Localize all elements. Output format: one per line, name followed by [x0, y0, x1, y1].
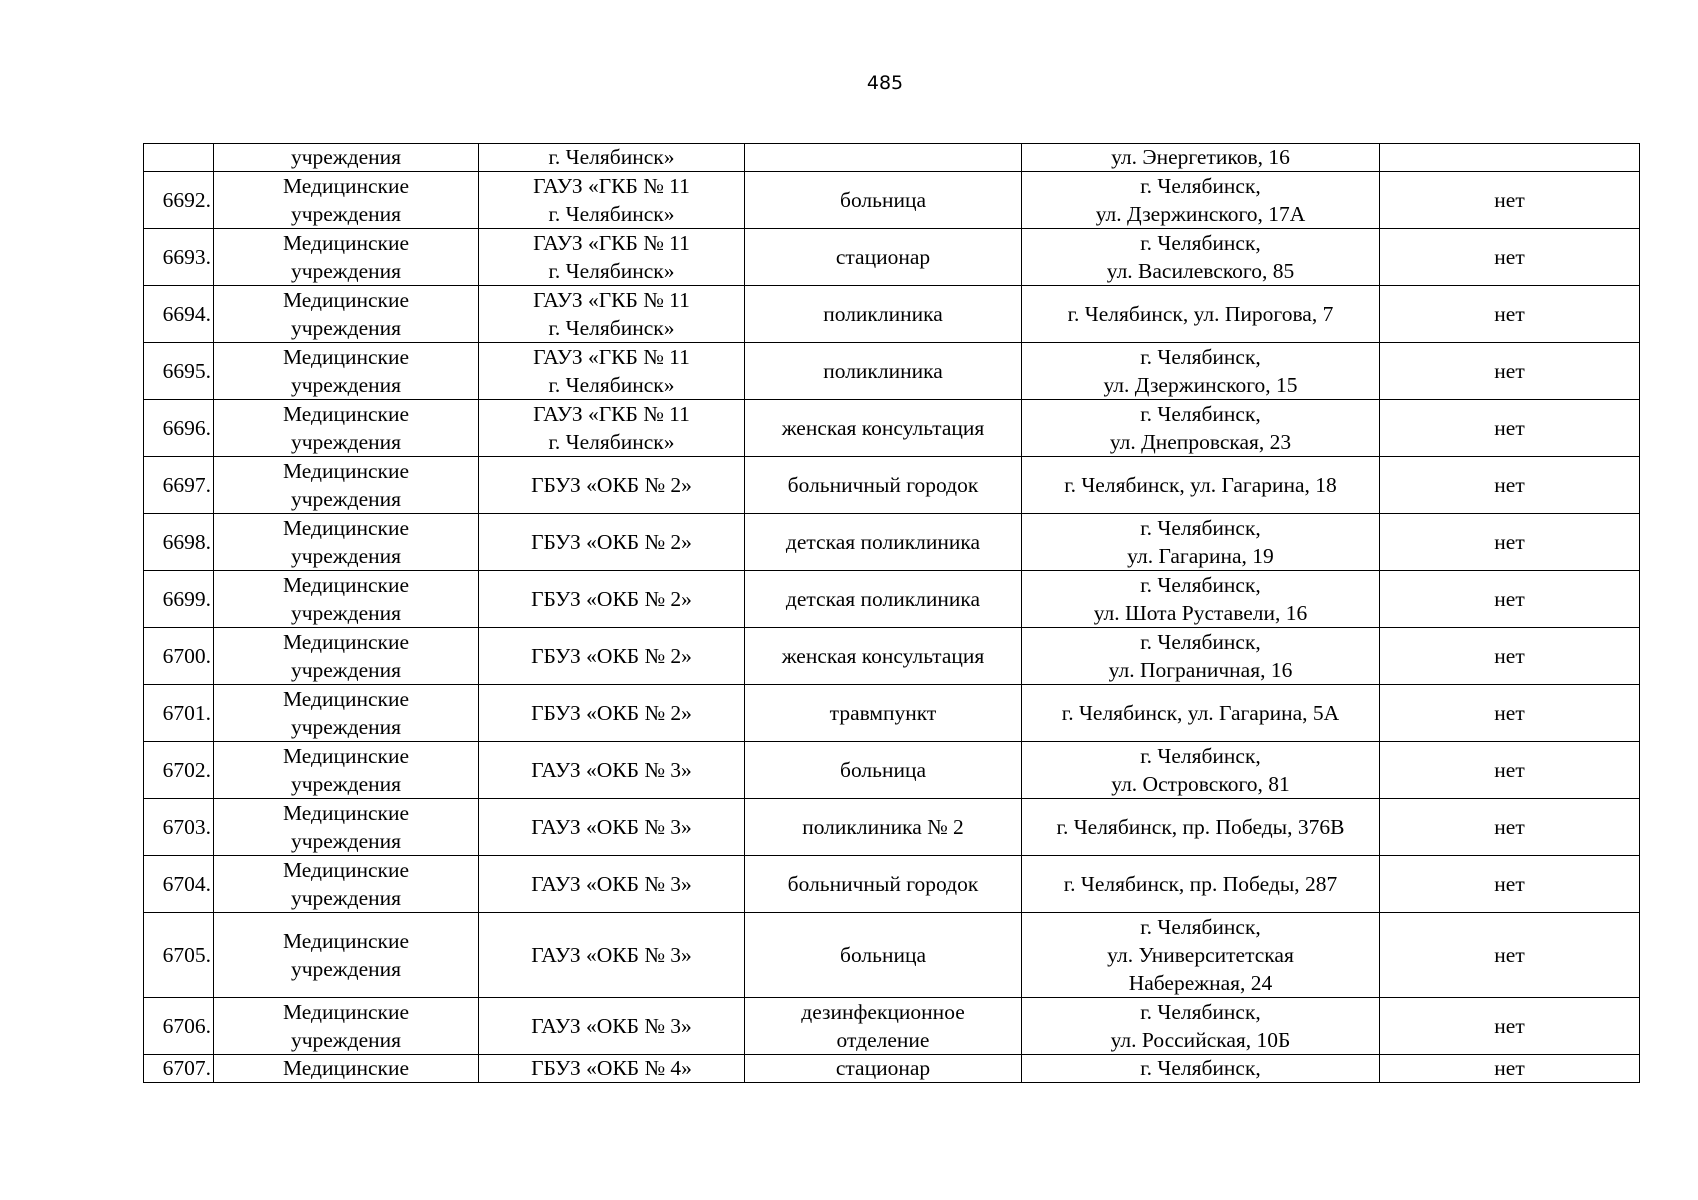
cell-category: [214, 400, 479, 457]
cell-object-type-line: поликлиника № 2: [802, 815, 964, 839]
cell-row-number: 6702.: [144, 742, 214, 799]
cell-category-line: учреждения: [290, 316, 402, 340]
page-number: 485: [866, 72, 904, 94]
cell-category-line: учреждения: [290, 715, 402, 739]
cell-object-type: [745, 343, 1022, 400]
cell-flag: нет: [1380, 742, 1640, 799]
cell-row-number: [144, 144, 214, 172]
cell-organization-line: г. Челябинск»: [548, 373, 675, 397]
cell-object-type: [745, 457, 1022, 514]
cell-object-type: [745, 799, 1022, 856]
cell-address: [1022, 998, 1380, 1055]
cell-address: [1022, 571, 1380, 628]
cell-object-type: [745, 685, 1022, 742]
cell-address: [1022, 799, 1380, 856]
cell-category-line: Медицинские: [282, 516, 410, 540]
cell-flag: нет: [1380, 343, 1640, 400]
cell-row-number: 6705.: [144, 913, 214, 998]
table-row: [144, 628, 1640, 685]
cell-flag: нет: [1380, 571, 1640, 628]
cell-organization-line: ГАУЗ «ГКБ № 11: [533, 288, 690, 312]
cell-category-line: учреждения: [290, 373, 402, 397]
cell-address: [1022, 685, 1380, 742]
table-row: [144, 229, 1640, 286]
cell-address-line: ул. Российская, 10Б: [1110, 1028, 1291, 1052]
cell-category: [214, 913, 479, 998]
cell-flag: нет: [1380, 286, 1640, 343]
cell-flag: нет: [1380, 799, 1640, 856]
cell-row-number: 6700.: [144, 628, 214, 685]
cell-address-line: г. Челябинск,: [1140, 402, 1261, 426]
cell-category: [214, 229, 479, 286]
cell-address-line: ул. Гагарина, 19: [1127, 544, 1274, 568]
cell-organization-line: г. Челябинск»: [548, 316, 675, 340]
cell-category: [214, 1055, 479, 1083]
cell-category-line: Медицинские: [282, 288, 410, 312]
cell-category-line: учреждения: [290, 658, 402, 682]
cell-category: [214, 742, 479, 799]
registry-table: [143, 143, 1640, 1083]
cell-category-line: Медицинские: [282, 858, 410, 882]
registry-table-body: [144, 144, 1640, 1083]
cell-address-line: г. Челябинск,: [1140, 1056, 1261, 1080]
cell-organization-line: ГБУЗ «ОКБ № 2»: [531, 587, 692, 611]
cell-organization: [479, 799, 745, 856]
cell-address-line: ул. Островского, 81: [1111, 772, 1290, 796]
cell-address: [1022, 913, 1380, 998]
cell-row-number: 6701.: [144, 685, 214, 742]
cell-address-line: г. Челябинск,: [1140, 345, 1261, 369]
cell-organization: [479, 571, 745, 628]
cell-category-line: Медицинские: [282, 231, 410, 255]
cell-object-type-line: женская консультация: [781, 416, 985, 440]
cell-address-line: г. Челябинск, ул. Пирогова, 7: [1067, 302, 1334, 326]
cell-address-line: ул. Дзержинского, 15: [1103, 373, 1298, 397]
table-row: [144, 400, 1640, 457]
cell-category-line: Медицинские: [282, 345, 410, 369]
cell-organization-line: г. Челябинск»: [548, 145, 675, 169]
cell-row-number: 6694.: [144, 286, 214, 343]
table-row: [144, 144, 1640, 172]
cell-category-line: учреждения: [290, 829, 402, 853]
cell-row-number: 6704.: [144, 856, 214, 913]
cell-object-type: [745, 286, 1022, 343]
cell-object-type: [745, 628, 1022, 685]
cell-organization-line: г. Челябинск»: [548, 259, 675, 283]
cell-object-type-line: детская поликлиника: [785, 530, 981, 554]
cell-object-type-line: больница: [840, 758, 926, 782]
cell-flag: [1380, 144, 1640, 172]
cell-object-type-line: отделение: [836, 1028, 930, 1052]
cell-address: [1022, 514, 1380, 571]
table-row: [144, 172, 1640, 229]
cell-object-type: [745, 998, 1022, 1055]
cell-address-line: ул. Дзержинского, 17А: [1095, 202, 1306, 226]
cell-address-line: г. Челябинск,: [1140, 573, 1261, 597]
cell-flag: нет: [1380, 400, 1640, 457]
cell-flag: нет: [1380, 1055, 1640, 1083]
table-row: [144, 343, 1640, 400]
cell-organization-line: ГАУЗ «ОКБ № 3»: [531, 943, 692, 967]
cell-organization-line: ГБУЗ «ОКБ № 2»: [531, 644, 692, 668]
cell-category: [214, 685, 479, 742]
cell-organization-line: ГАУЗ «ГКБ № 11: [533, 345, 690, 369]
table-row: [144, 1055, 1640, 1083]
cell-object-type-line: больничный городок: [787, 872, 979, 896]
cell-flag: нет: [1380, 628, 1640, 685]
cell-object-type: [745, 514, 1022, 571]
cell-organization: [479, 998, 745, 1055]
cell-row-number: 6707.: [144, 1055, 214, 1083]
cell-flag: нет: [1380, 457, 1640, 514]
cell-address: [1022, 286, 1380, 343]
cell-address-line: г. Челябинск, пр. Победы, 376В: [1056, 815, 1345, 839]
cell-organization-line: ГАУЗ «ГКБ № 11: [533, 174, 690, 198]
cell-category: [214, 514, 479, 571]
cell-category: [214, 998, 479, 1055]
cell-object-type: [745, 856, 1022, 913]
cell-category: [214, 457, 479, 514]
cell-object-type: [745, 144, 1022, 172]
cell-address: [1022, 343, 1380, 400]
cell-address-line: г. Челябинск,: [1140, 1000, 1261, 1024]
cell-object-type-line: женская консультация: [781, 644, 985, 668]
cell-category: [214, 628, 479, 685]
cell-organization-line: ГБУЗ «ОКБ № 4»: [531, 1056, 692, 1080]
cell-organization: [479, 514, 745, 571]
table-row: [144, 998, 1640, 1055]
table-row: [144, 457, 1640, 514]
cell-object-type-line: поликлиника: [823, 359, 943, 383]
cell-category-line: Медицинские: [282, 801, 410, 825]
cell-row-number: 6697.: [144, 457, 214, 514]
cell-object-type-line: детская поликлиника: [785, 587, 981, 611]
cell-address: [1022, 742, 1380, 799]
cell-organization: [479, 172, 745, 229]
cell-row-number: 6706.: [144, 998, 214, 1055]
cell-category-line: Медицинские: [282, 1000, 410, 1024]
cell-address-line: г. Челябинск,: [1140, 174, 1261, 198]
cell-category: [214, 172, 479, 229]
cell-organization: [479, 229, 745, 286]
cell-category: [214, 343, 479, 400]
cell-category-line: Медицинские: [282, 573, 410, 597]
cell-object-type-line: дезинфекционное: [801, 1000, 965, 1024]
cell-category: [214, 144, 479, 172]
cell-address-line: ул. Днепровская, 23: [1109, 430, 1292, 454]
cell-address: [1022, 856, 1380, 913]
cell-address-line: г. Челябинск,: [1140, 744, 1261, 768]
cell-flag: нет: [1380, 998, 1640, 1055]
cell-object-type-line: стационар: [835, 1056, 931, 1080]
cell-object-type-line: стационар: [835, 245, 931, 269]
cell-category-line: Медицинские: [282, 1056, 410, 1080]
table-row: [144, 742, 1640, 799]
cell-address-line: ул. Пограничная, 16: [1108, 658, 1293, 682]
cell-object-type: [745, 400, 1022, 457]
table-row: [144, 514, 1640, 571]
cell-organization-line: ГБУЗ «ОКБ № 2»: [531, 530, 692, 554]
table-row: [144, 856, 1640, 913]
cell-organization-line: ГБУЗ «ОКБ № 2»: [531, 473, 692, 497]
cell-object-type: [745, 913, 1022, 998]
cell-address-line: г. Челябинск, пр. Победы, 287: [1063, 872, 1338, 896]
cell-category-line: Медицинские: [282, 630, 410, 654]
cell-object-type-line: больничный городок: [787, 473, 979, 497]
cell-flag: нет: [1380, 514, 1640, 571]
cell-address-line: Набережная, 24: [1128, 971, 1273, 995]
cell-address: [1022, 172, 1380, 229]
cell-organization-line: ГАУЗ «ГКБ № 11: [533, 402, 690, 426]
cell-flag: нет: [1380, 856, 1640, 913]
cell-category: [214, 856, 479, 913]
cell-category-line: учреждения: [290, 1028, 402, 1052]
cell-organization-line: ГАУЗ «ГКБ № 11: [533, 231, 690, 255]
cell-object-type-line: поликлиника: [823, 302, 943, 326]
cell-address: [1022, 144, 1380, 172]
cell-row-number: 6695.: [144, 343, 214, 400]
cell-row-number: 6699.: [144, 571, 214, 628]
cell-organization-line: ГБУЗ «ОКБ № 2»: [531, 701, 692, 725]
cell-address-line: ул. Василевского, 85: [1106, 259, 1295, 283]
cell-organization-line: ГАУЗ «ОКБ № 3»: [531, 872, 692, 896]
cell-address-line: ул. Шота Руставели, 16: [1093, 601, 1308, 625]
cell-category-line: Медицинские: [282, 459, 410, 483]
cell-category: [214, 571, 479, 628]
cell-organization-line: ГАУЗ «ОКБ № 3»: [531, 815, 692, 839]
cell-organization: [479, 742, 745, 799]
cell-category-line: учреждения: [290, 886, 402, 910]
cell-category-line: учреждения: [290, 601, 402, 625]
cell-organization: [479, 286, 745, 343]
cell-category-line: учреждения: [290, 487, 402, 511]
cell-flag: нет: [1380, 685, 1640, 742]
cell-row-number: 6703.: [144, 799, 214, 856]
cell-organization-line: ГАУЗ «ОКБ № 3»: [531, 758, 692, 782]
table-row: [144, 913, 1640, 998]
cell-object-type-line: больница: [840, 943, 926, 967]
cell-category-line: Медицинские: [282, 402, 410, 426]
cell-address-line: г. Челябинск, ул. Гагарина, 18: [1064, 473, 1337, 497]
cell-address: [1022, 628, 1380, 685]
cell-object-type-line: больница: [840, 188, 926, 212]
cell-address-line: ул. Энергетиков, 16: [1111, 145, 1290, 169]
cell-object-type-line: травмпункт: [829, 701, 937, 725]
cell-row-number: 6692.: [144, 172, 214, 229]
cell-address: [1022, 457, 1380, 514]
cell-category-line: Медицинские: [282, 174, 410, 198]
table-row: [144, 685, 1640, 742]
cell-organization: [479, 1055, 745, 1083]
cell-organization: [479, 343, 745, 400]
cell-category-line: Медицинские: [282, 687, 410, 711]
cell-organization: [479, 457, 745, 514]
cell-organization-line: г. Челябинск»: [548, 430, 675, 454]
cell-category-line: учреждения: [290, 145, 402, 169]
cell-category-line: учреждения: [290, 957, 402, 981]
cell-organization-line: г. Челябинск»: [548, 202, 675, 226]
cell-flag: нет: [1380, 229, 1640, 286]
cell-organization-line: ГАУЗ «ОКБ № 3»: [531, 1014, 692, 1038]
cell-category-line: Медицинские: [282, 929, 410, 953]
table-row: [144, 571, 1640, 628]
table-row: [144, 286, 1640, 343]
cell-category-line: учреждения: [290, 202, 402, 226]
cell-address-line: г. Челябинск, ул. Гагарина, 5А: [1061, 701, 1340, 725]
cell-organization: [479, 628, 745, 685]
cell-address-line: г. Челябинск,: [1140, 231, 1261, 255]
cell-organization: [479, 400, 745, 457]
cell-organization: [479, 856, 745, 913]
cell-object-type: [745, 571, 1022, 628]
table-row: [144, 799, 1640, 856]
cell-organization: [479, 685, 745, 742]
cell-address: [1022, 400, 1380, 457]
cell-organization: [479, 913, 745, 998]
cell-address: [1022, 229, 1380, 286]
cell-organization: [479, 144, 745, 172]
cell-address-line: г. Челябинск,: [1140, 516, 1261, 540]
cell-object-type: [745, 1055, 1022, 1083]
cell-category-line: учреждения: [290, 430, 402, 454]
cell-category-line: учреждения: [290, 772, 402, 796]
cell-object-type: [745, 229, 1022, 286]
cell-row-number: 6698.: [144, 514, 214, 571]
cell-category: [214, 286, 479, 343]
cell-object-type: [745, 742, 1022, 799]
cell-row-number: 6696.: [144, 400, 214, 457]
cell-row-number: 6693.: [144, 229, 214, 286]
cell-category-line: Медицинские: [282, 744, 410, 768]
cell-address-line: г. Челябинск,: [1140, 915, 1261, 939]
cell-flag: нет: [1380, 172, 1640, 229]
cell-flag: нет: [1380, 913, 1640, 998]
cell-category-line: учреждения: [290, 544, 402, 568]
cell-category: [214, 799, 479, 856]
cell-category-line: учреждения: [290, 259, 402, 283]
cell-object-type: [745, 172, 1022, 229]
cell-address: [1022, 1055, 1380, 1083]
cell-address-line: ул. Университетская: [1107, 943, 1294, 967]
cell-address-line: г. Челябинск,: [1140, 630, 1261, 654]
